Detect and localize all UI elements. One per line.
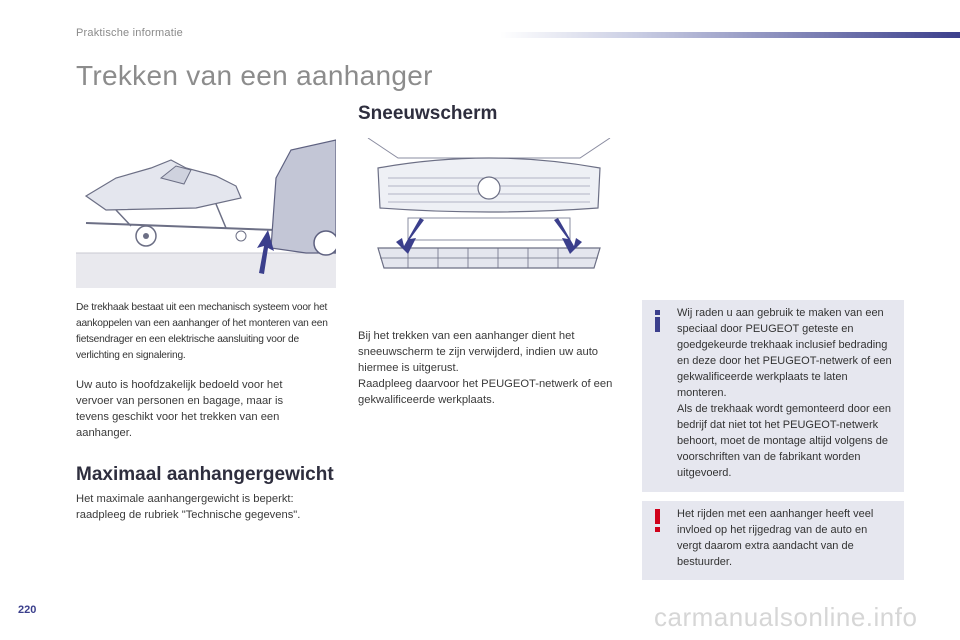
usage-text: Uw auto is hoofdzakelijk bedoeld voor het vervoer van personen en bagage, maar is tevens geschikt voor het trekken van een aanhanger.: [76, 379, 284, 439]
trailer-illustration: [76, 138, 336, 288]
header-bar: [500, 32, 960, 38]
max-weight-heading: Maximaal aanhangergewicht: [76, 464, 334, 485]
warning-text: Het rijden met een aanhanger heeft veel invloed op het rijgedrag van de auto en vergt daarom extra aandacht van de bestuurder.: [677, 508, 874, 568]
max-weight-text: Het maximale aanhangergewicht is beperkt: raadpleeg de rubriek "Technische gegevens".: [76, 493, 301, 521]
intro-text: De trekhaak bestaat uit een mechanisch systeem voor het aankoppelen van een aanhanger of het monteren van een fietsendrager en een elektrische aansluiting voor de verlichting en signalering.: [76, 302, 328, 361]
info-box: [642, 300, 904, 492]
page-number: 220: [18, 604, 37, 616]
page-title: Trekken van een aanhanger: [76, 60, 433, 91]
warning-icon: [654, 509, 662, 533]
snowscreen-text-2: Raadpleeg daarvoor het PEUGEOT-netwerk of een gekwalificeerde werkplaats.: [358, 378, 613, 406]
info-icon: [652, 310, 662, 332]
snowscreen-text-1: Bij het trekken van een aanhanger dient het sneeuwscherm te zijn verwijderd, indien uw auto hiermee is uitgerust.: [358, 330, 599, 374]
info-text-2: Als de trekhaak wordt gemonteerd door een bedrijf dat niet tot het PEUGEOT-netwerk behoort, moet de montage altijd volgens de voorschriften van de fabrikant worden uitgevoerd.: [677, 403, 892, 479]
snowscreen-heading: Sneeuwscherm: [358, 103, 498, 124]
snowscreen-text: [358, 328, 620, 408]
warning-box: [642, 501, 904, 580]
watermark: carmanualsonline.info: [654, 602, 918, 632]
section-label: Praktische informatie: [76, 27, 183, 39]
info-text-1: Wij raden u aan gebruik te maken van een speciaal door PEUGEOT geteste en goedgekeurde trekhaak inclusief bedrading en deze door het PEUGEOT-netwerk of een gekwalificeerde werkplaats te laten monteren.: [677, 307, 892, 399]
grille-illustration: [358, 138, 620, 278]
info-text: [677, 305, 897, 481]
